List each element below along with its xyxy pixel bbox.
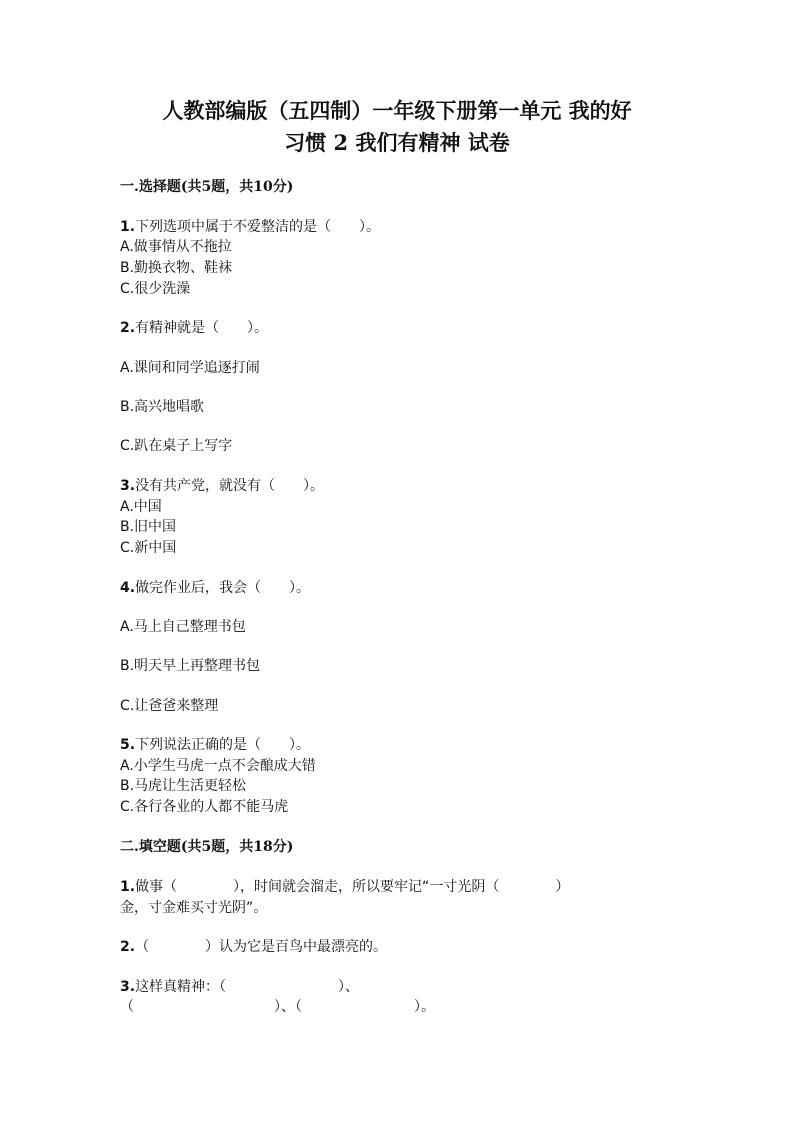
- page-title: [120, 95, 674, 159]
- option-c: C.让爸爸来整理: [120, 698, 219, 714]
- option-c: C.新中国: [120, 540, 177, 556]
- question-text: 做完作业后，我会（ ）。: [135, 580, 311, 596]
- option-a: A.小学生马虎一点不会酿成大错: [120, 758, 316, 774]
- question-text: 这样真精神：（ ）、: [135, 979, 360, 995]
- question-text: 下列说法正确的是（ ）。: [135, 737, 311, 753]
- question-number: 4.: [120, 580, 136, 596]
- option-b: B.勤换衣物、鞋袜: [120, 260, 233, 276]
- option-b: B.马虎让生活更轻松: [120, 778, 247, 794]
- question-text-continued: 金，寸金难买寸光阴”。: [120, 900, 268, 916]
- question-text: 没有共产党，就没有（ ）。: [135, 478, 325, 494]
- question-text: （ ）认为它是百鸟中最漂亮的。: [135, 939, 388, 955]
- option-b: B.高兴地唱歌: [120, 399, 205, 415]
- question-3: [120, 476, 324, 496]
- question-number: 3.: [120, 478, 136, 494]
- question-4: [120, 578, 310, 598]
- fill-question-2: [120, 937, 387, 957]
- option-a: A.中国: [120, 499, 162, 515]
- question-text: 下列选项中属于不爱整洁的是（ ）。: [135, 219, 381, 235]
- option-a: A.马上自己整理书包: [120, 619, 246, 635]
- question-1: [120, 217, 380, 237]
- question-5: [120, 735, 310, 755]
- question-number: 2.: [120, 939, 136, 955]
- option-a: A.课间和同学追逐打闹: [120, 360, 260, 376]
- section-heading-choice: 一.选择题(共5题，共10分): [120, 179, 294, 195]
- option-c: C.很少洗澡: [120, 281, 191, 297]
- title-line-1: 人教部编版（五四制）一年级下册第一单元 我的好: [162, 98, 632, 123]
- section-heading-fill: 二.填空题(共5题，共18分): [120, 839, 294, 855]
- option-c: C.各行各业的人都不能马虎: [120, 799, 289, 815]
- title-line-2: 习惯 2 我们有精神 试卷: [284, 130, 510, 155]
- option-b: B.明天早上再整理书包: [120, 658, 261, 674]
- question-text: 做事（ ），时间就会溜走，所以要牢记“一寸光阴（ ）: [135, 879, 570, 895]
- question-number: 1.: [120, 879, 136, 895]
- question-text: 有精神就是（ ）。: [135, 320, 269, 336]
- fill-question-1: [120, 877, 569, 897]
- question-number: 5.: [120, 737, 136, 753]
- question-number: 3.: [120, 979, 136, 995]
- option-c: C.趴在桌子上写字: [120, 438, 233, 454]
- option-b: B.旧中国: [120, 519, 177, 535]
- question-2: [120, 318, 268, 338]
- question-text-continued: （ ）、（ ）。: [120, 999, 435, 1015]
- question-number: 2.: [120, 320, 136, 336]
- fill-question-3: [120, 977, 359, 997]
- question-number: 1.: [120, 219, 136, 235]
- option-a: A.做事情从不拖拉: [120, 239, 232, 255]
